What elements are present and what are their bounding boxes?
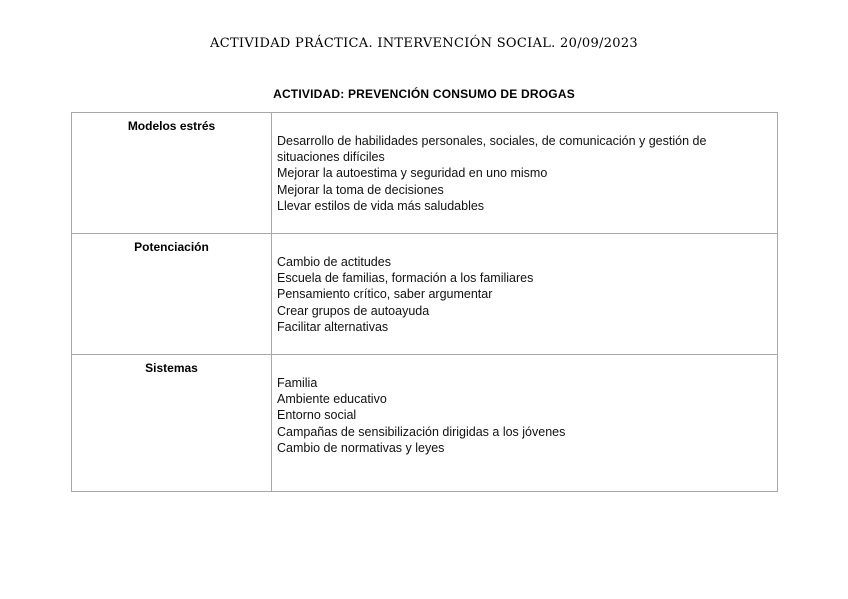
category-cell bbox=[72, 113, 272, 234]
content-cell bbox=[272, 355, 778, 492]
document-title: ACTIVIDAD PRÁCTICA. INTERVENCIÓN SOCIAL. 20/09/2023 bbox=[210, 36, 638, 51]
item-list bbox=[272, 113, 777, 214]
activity-title: ACTIVIDAD: PREVENCIÓN CONSUMO DE DROGAS bbox=[273, 87, 575, 101]
category-label: Potenciación bbox=[134, 240, 209, 254]
list-item: Familia bbox=[277, 376, 318, 390]
table-row-modelos-estres bbox=[72, 113, 778, 234]
list-item: Escuela de familias, formación a los familiares bbox=[277, 271, 534, 286]
content-cell bbox=[272, 234, 778, 355]
list-item: Crear grupos de autoayuda bbox=[277, 303, 430, 318]
item-list bbox=[272, 234, 777, 335]
list-item: Cambio de actitudes bbox=[277, 255, 391, 269]
table-row-potenciacion bbox=[72, 234, 778, 355]
list-item: Desarrollo de habilidades personales, sociales, de comunicación y gestión de situaciones difíciles bbox=[277, 134, 707, 165]
item-list bbox=[272, 355, 777, 456]
list-item: Entorno social bbox=[277, 408, 357, 423]
table-row-sistemas bbox=[72, 355, 778, 492]
category-cell bbox=[72, 355, 272, 492]
category-cell bbox=[72, 234, 272, 355]
activity-table bbox=[71, 112, 778, 492]
list-item: Mejorar la autoestima y seguridad en uno mismo bbox=[277, 166, 548, 181]
list-item: Campañas de sensibilización dirigidas a los jóvenes bbox=[277, 424, 566, 439]
list-item: Ambiente educativo bbox=[277, 392, 387, 407]
list-item: Facilitar alternativas bbox=[277, 319, 389, 334]
list-item: Cambio de normativas y leyes bbox=[277, 440, 445, 455]
list-item: Pensamiento crítico, saber argumentar bbox=[277, 287, 493, 302]
list-item: Llevar estilos de vida más saludables bbox=[277, 198, 485, 213]
category-label: Sistemas bbox=[145, 361, 198, 375]
content-cell bbox=[272, 113, 778, 234]
category-label: Modelos estrés bbox=[127, 119, 216, 133]
list-item: Mejorar la toma de decisiones bbox=[277, 182, 444, 197]
